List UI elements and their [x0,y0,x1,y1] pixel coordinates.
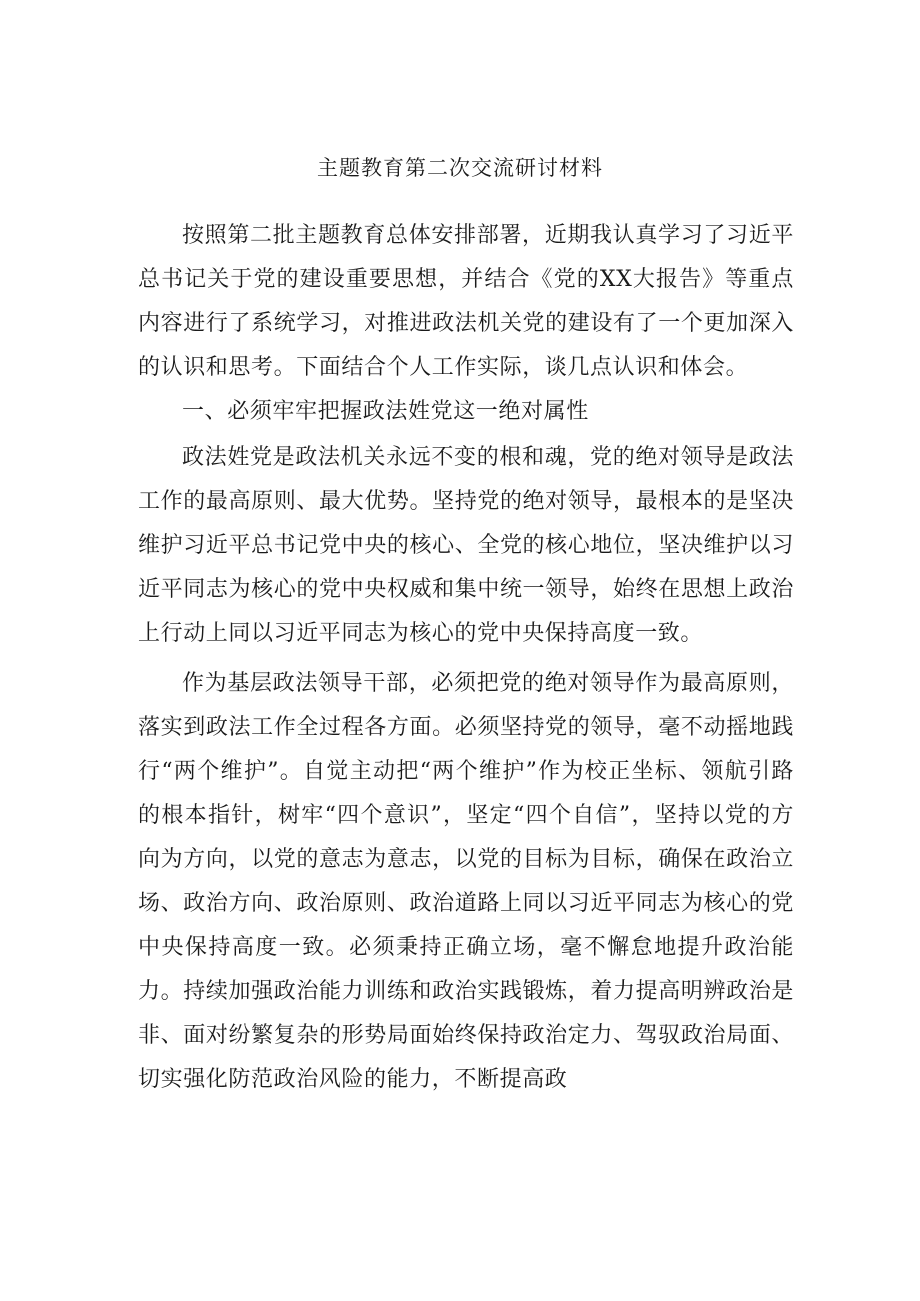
section-1-paragraph-2: 作为基层政法领导干部，必须把党的绝对领导作为最高原则，落实到政法工作全过程各方面。必须坚持党的领导，毫不动摇地践行“两个维护”。自觉主动把“两个维护”作为校正坐标、领航引路的根本指针，树牢“四个意识”，坚定“四个自信”，坚持以党的方向为方向，以党的意志为意志，以党的目标为目标，确保在政治立场、政治方向、政治原则、政治道路上同以习近平同志为核心的党中央保持高度一致。必须秉持正确立场，毫不懈怠地提升政治能力。持续加强政治能力训练和政治实践锻炼，着力提高明辨政治是非、面对纷繁复杂的形势局面始终保持政治定力、驾驭政治局面、切实强化防范政治风险的能力，不断提高政 [138,671,794,1092]
section-1-paragraph-1: 政法姓党是政法机关永远不变的根和魂，党的绝对领导是政法工作的最高原则、最大优势。坚持党的绝对领导，最根本的是坚决维护习近平总书记党中央的核心、全党的核心地位，坚决维护以习近平同志为核心的党中央权威和集中统一领导，始终在思想上政治上行动上同以习近平同志为核心的党中央保持高度一致。 [138,445,794,646]
document-body [138,214,794,1102]
section-heading-1: 一、必须牢牢把握政法姓党这一绝对属性 [182,399,589,424]
document-title: 主题教育第二次交流研讨材料 [317,156,603,180]
intro-paragraph: 按照第二批主题教育总体安排部署，近期我认真学习了习近平总书记关于党的建设重要思想，并结合《党的XX大报告》等重点内容进行了系统学习，对推进政法机关党的建设有了一个更加深入的认识和思考。下面结合个人工作实际，谈几点认识和体会。 [138,223,794,380]
